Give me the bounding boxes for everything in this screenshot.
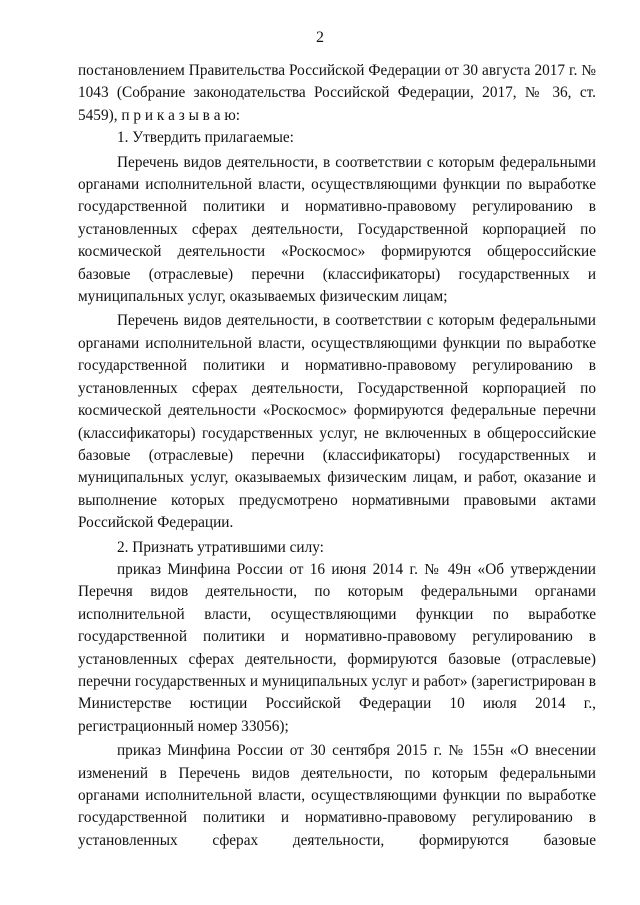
paragraph-item-1-heading: 1. Утвердить прилагаемые:	[117, 129, 294, 147]
paragraph-order-155n: приказ Минфина России от 30 сентября 2015 г. № 155н «О внесении изменений в Перечень видов деятельности, по которым федеральными органами исполнительной власти, осуществляющими функции по выработке государственной политики и нормативно-правовому регулированию в установленных сферах деятельности, формируются базовые	[78, 742, 596, 849]
paragraph-list-physical-persons: Перечень видов деятельности, в соответствии с которым федеральными органами исполнительной власти, осуществляющими функции по выработке государственной политики и нормативно-правовому регулированию в установленных сферах деятельности, Государственной корпорацией по космической деятельности «Роскосмос» формируются общероссийские базовые (отраслевые) перечни (классификаторы) государственных и муниципальных услуг, оказываемых физическим лицам;	[78, 153, 596, 306]
paragraph-order-49n: приказ Минфина России от 16 июня 2014 г. № 49н «Об утверждении Перечня видов деятельности, по которым федеральными органами исполнительной власти, осуществляющими функции по выработке государственной политики и нормативно-правовому регулированию в установленных сферах деятельности, формируются базовые (отраслевые) перечни государственных и муниципальных услуг и работ» (зарегистрирован в Министерстве юстиции Российской Федерации 10 июля 2014 г., регистрационный номер 33056);	[78, 560, 596, 735]
paragraph-preamble-end: постановлением Правительства Российской Федерации от 30 августа 2017 г. № 1043 (Собрание законодательства Российской Федерации, 2017, № 36, ст. 5459), п р и к а з ы в а ю:	[78, 62, 596, 124]
page-number: 2	[316, 29, 324, 46]
document-body	[78, 60, 596, 852]
paragraph-list-federal: Перечень видов деятельности, в соответствии с которым федеральными органами исполнительной власти, осуществляющими функции по выработке государственной политики и нормативно-правовому регулированию в установленных сферах деятельности, Государственной корпорацией по космической деятельности «Роскосмос» формируются федеральные перечни (классификаторы) государственных услуг, не включенных в общероссийские базовые (отраслевые) перечни (классификаторы) государственных и муниципальных услуг, оказываемых физическим лицам, и работ, оказание и выполнение которых предусмотрено нормативными правовыми актами Российской Федерации.	[78, 312, 596, 532]
paragraph-item-2-heading: 2. Признать утратившими силу:	[117, 538, 324, 556]
